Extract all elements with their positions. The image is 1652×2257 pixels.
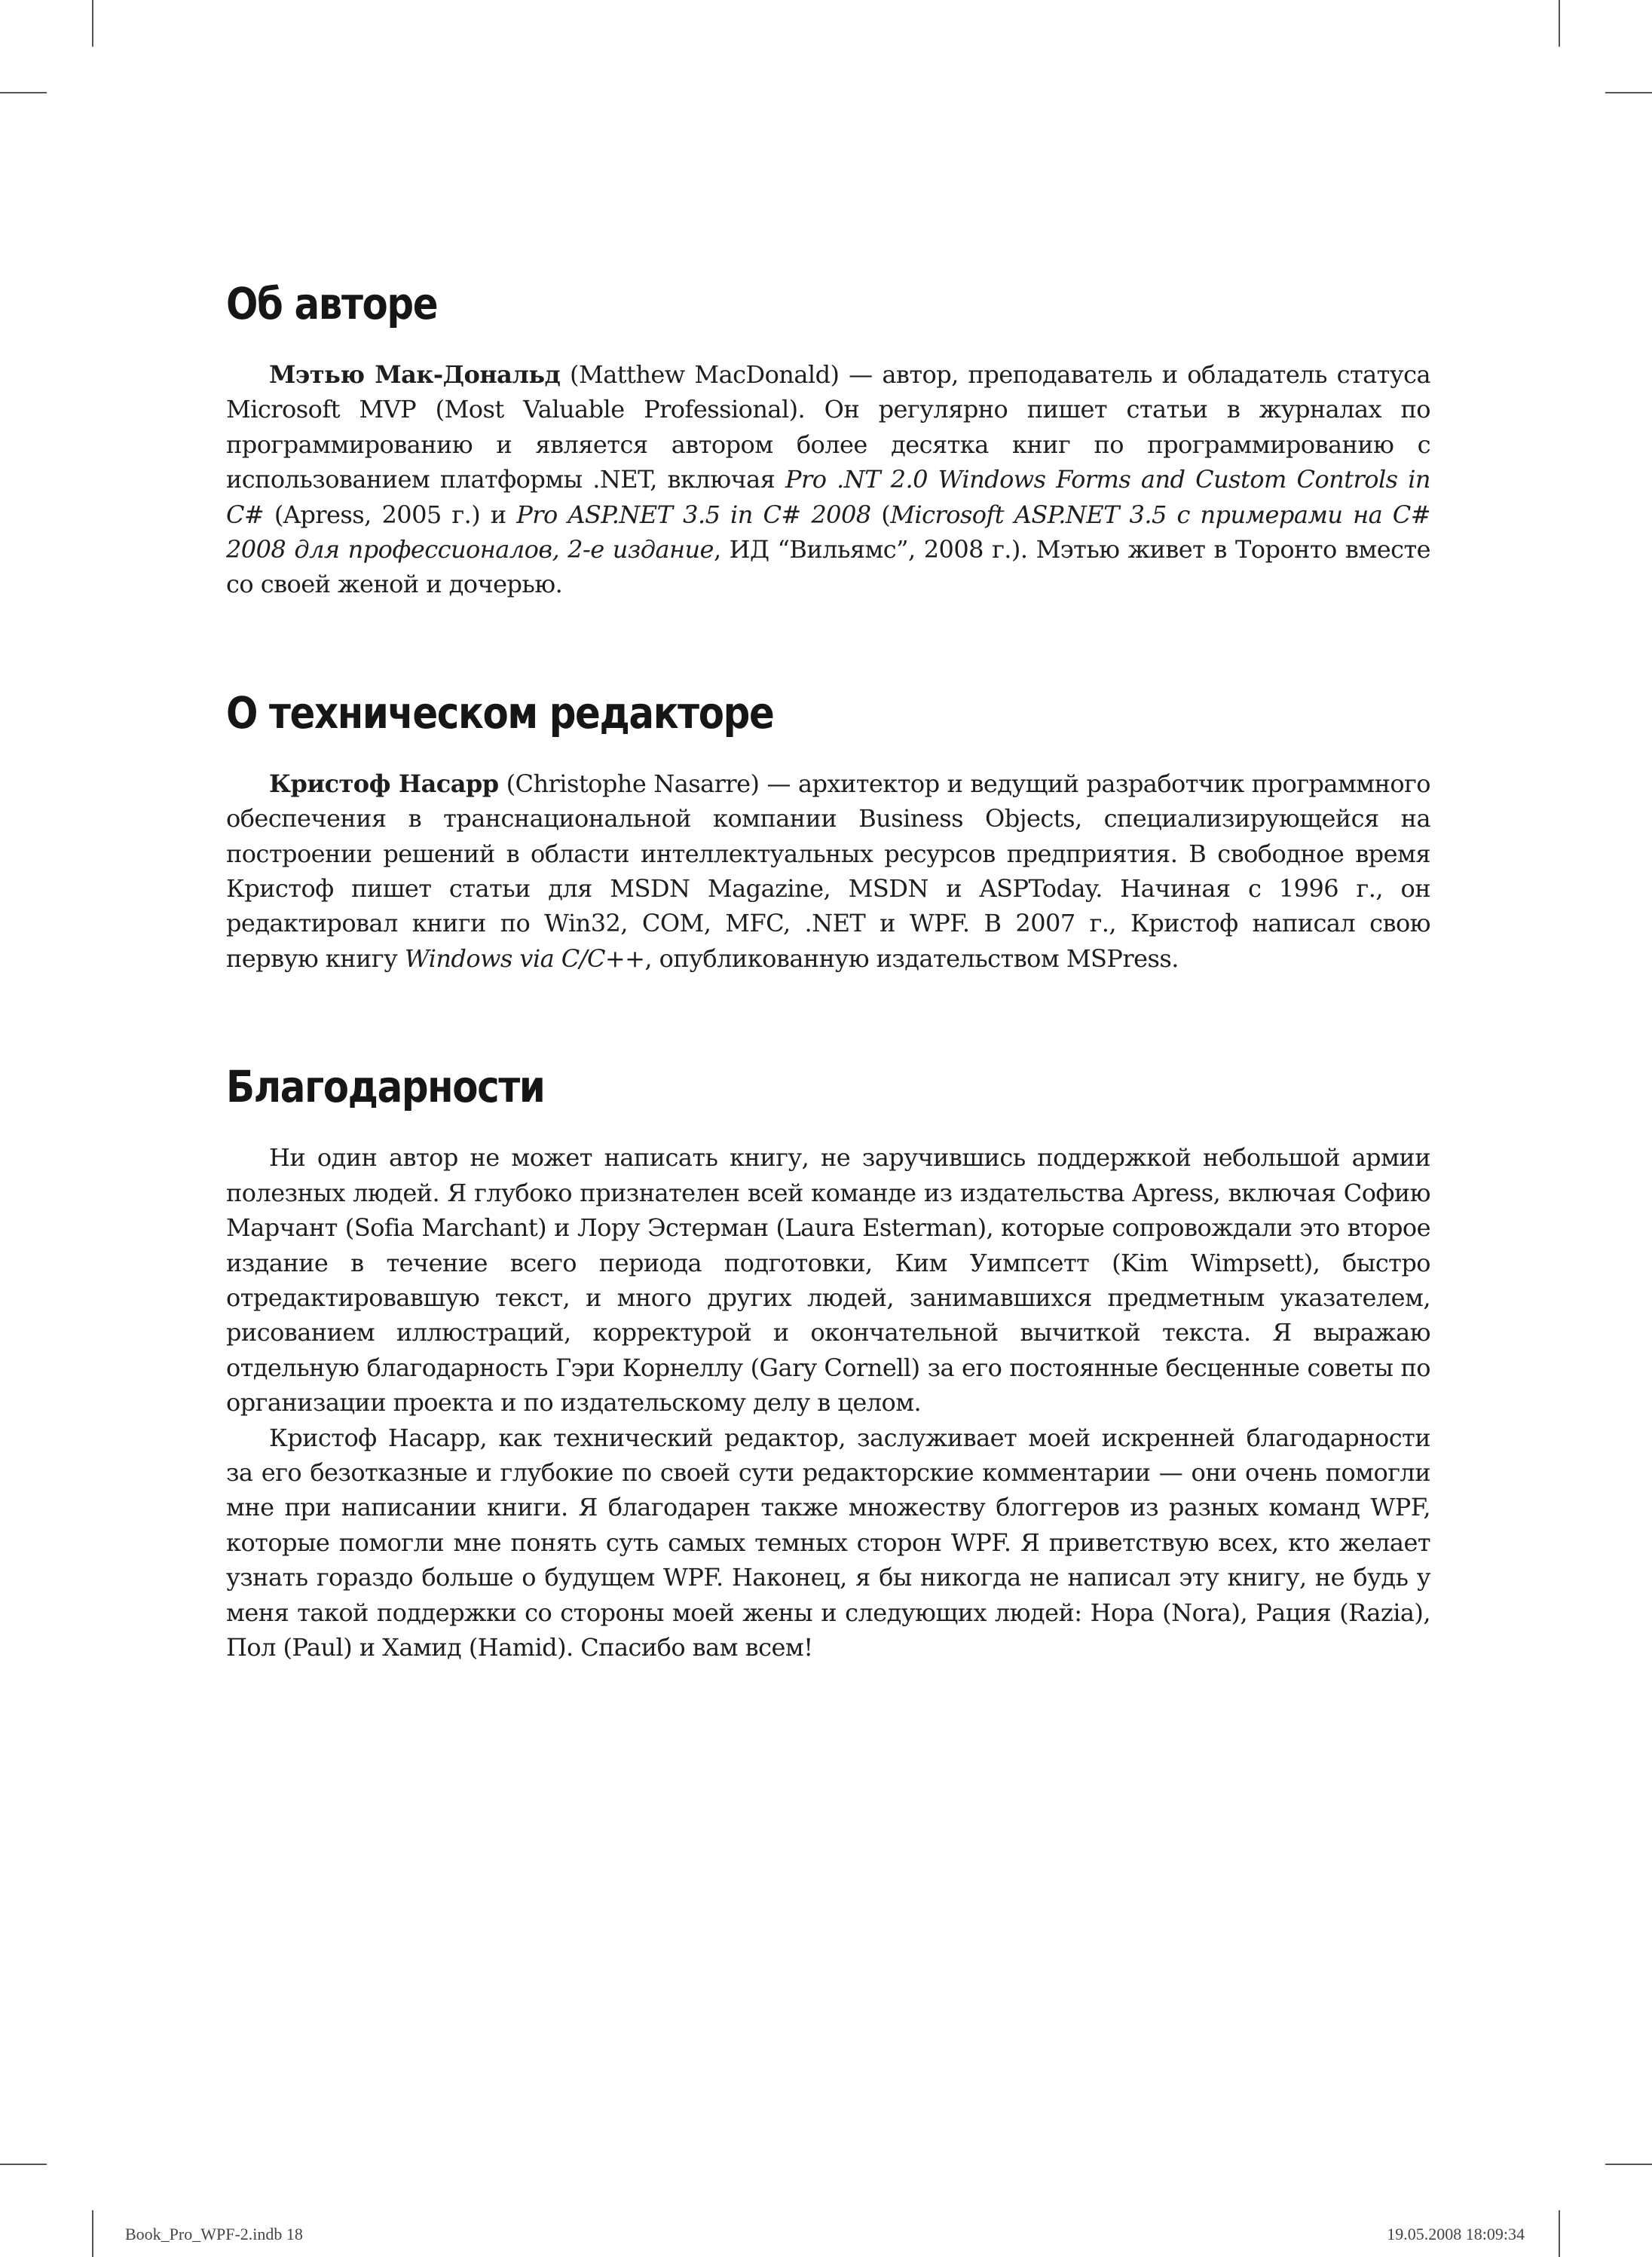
text-run: ( (870, 500, 891, 529)
text-run: (Christophe Nasarre) — архитектор и ведущий разработчик программного обеспечения в транснациональной компании Business Objects, специализирующейся на построении решений в области интеллектуальных ресурсов предприятия. В свободное время Кристоф пишет статьи для MSDN Magazine, MSDN и ASPToday. Начиная с 1996 г., он редактировал книги по Win32, COM, MFC, .NET и WPF. В 2007 г., Кристоф написал свою первую книгу (226, 769, 1430, 973)
text-run: (Matthew MacDonald) — автор, преподаватель и обладатель статуса Microsoft MVP (Most Valuable Professional). Он регулярно пишет статьи в журналах по программированию и является автором более десятка книг по программированию с использованием платформы .NET, включая (226, 360, 1430, 494)
paragraph (226, 766, 1430, 976)
section-title: Об авторе (226, 278, 438, 329)
crop-mark-bottom-right-h (1605, 2164, 1652, 2165)
section-about-author (226, 270, 1430, 602)
text-run: , ИД “Вильямс”, 2008 г.). Мэтью живет в Торонто вместе со своей женой и дочерью. (226, 535, 1430, 599)
text-run: Ни один автор не может написать книгу, не заручившись поддержкой небольшой армии полезных людей. Я глубоко признателен всей команде из издательства Apress, включая Софию Марчант (Sofia Marchant) и Лору Эстерман (Laura Esterman), которые сопровождали это второе издание в течение всего периода подготовки, Ким Уимпсетт (Kim Wimpsett), быстро отредактировавшую текст, и много других людей, занимавшихся предметным указателем, рисованием иллюстраций, корректурой и окончательной вычиткой текста. Я выражаю отдельную благодарность Гэри Корнеллу (Gary Cornell) за его постоянные бесценные советы по организации проекта и по издательскому делу в целом. (226, 1143, 1430, 1418)
text-run: (Apress, 2005 г.) и (264, 500, 517, 529)
footer-datetime: 19.05.2008 18:09:34 (1387, 2225, 1525, 2243)
section-tech-editor (226, 679, 1430, 976)
section-title: О техническом редакторе (226, 687, 774, 739)
paragraph (226, 357, 1430, 602)
crop-mark-top-left (92, 0, 93, 47)
book-title: Pro ASP.NET 3.5 in C# 2008 (516, 500, 871, 529)
crop-mark-top-left-h (0, 92, 47, 93)
page-content (226, 270, 1430, 1665)
paragraph (226, 1421, 1430, 1665)
crop-mark-bottom-left-h (0, 2164, 47, 2165)
paragraph (226, 1140, 1430, 1420)
person-name: Кристоф Насарр (269, 769, 499, 798)
crop-mark-top-right-h (1605, 92, 1652, 93)
crop-mark-bottom-right (1559, 2210, 1560, 2257)
crop-mark-bottom-left (92, 2210, 93, 2257)
crop-mark-top-right (1559, 0, 1560, 47)
person-name: Мэтью Мак-Дональд (269, 360, 561, 389)
section-acknowledgments (226, 1053, 1430, 1665)
book-title: Microsoft ASP.NET 3.5 с примерами на C# 2008 для профессионалов, 2-е издание (226, 500, 1431, 564)
section-title: Благодарности (226, 1061, 545, 1113)
book-title: Pro .NT 2.0 Windows Forms and Custom Controls in C# (226, 465, 1430, 529)
text-run: Кристоф Насарр, как технический редактор, заслуживает моей искренней благодарности за его безотказные и глубокие по своей сути редакторские комментарии — они очень помогли мне при написании книги. Я благодарен также множеству блоггеров из разных команд WPF, которые помогли мне понять суть самых темных сторон WPF. Я приветствую всех, кто желает узнать гораздо больше о будущем WPF. Наконец, я бы никогда не написал эту книгу, не будь у меня такой поддержки со стороны моей жены и следующих людей: Нора (Nora), Рация (Razia), Пол (Paul) и Хамид (Hamid). Спасибо вам всем! (226, 1423, 1430, 1662)
text-run: , опубликованную издательством MSPress. (644, 943, 1179, 973)
footer-file-info: Book_Pro_WPF-2.indb 18 (125, 2225, 303, 2243)
book-title: Windows via C/C++ (404, 943, 645, 973)
